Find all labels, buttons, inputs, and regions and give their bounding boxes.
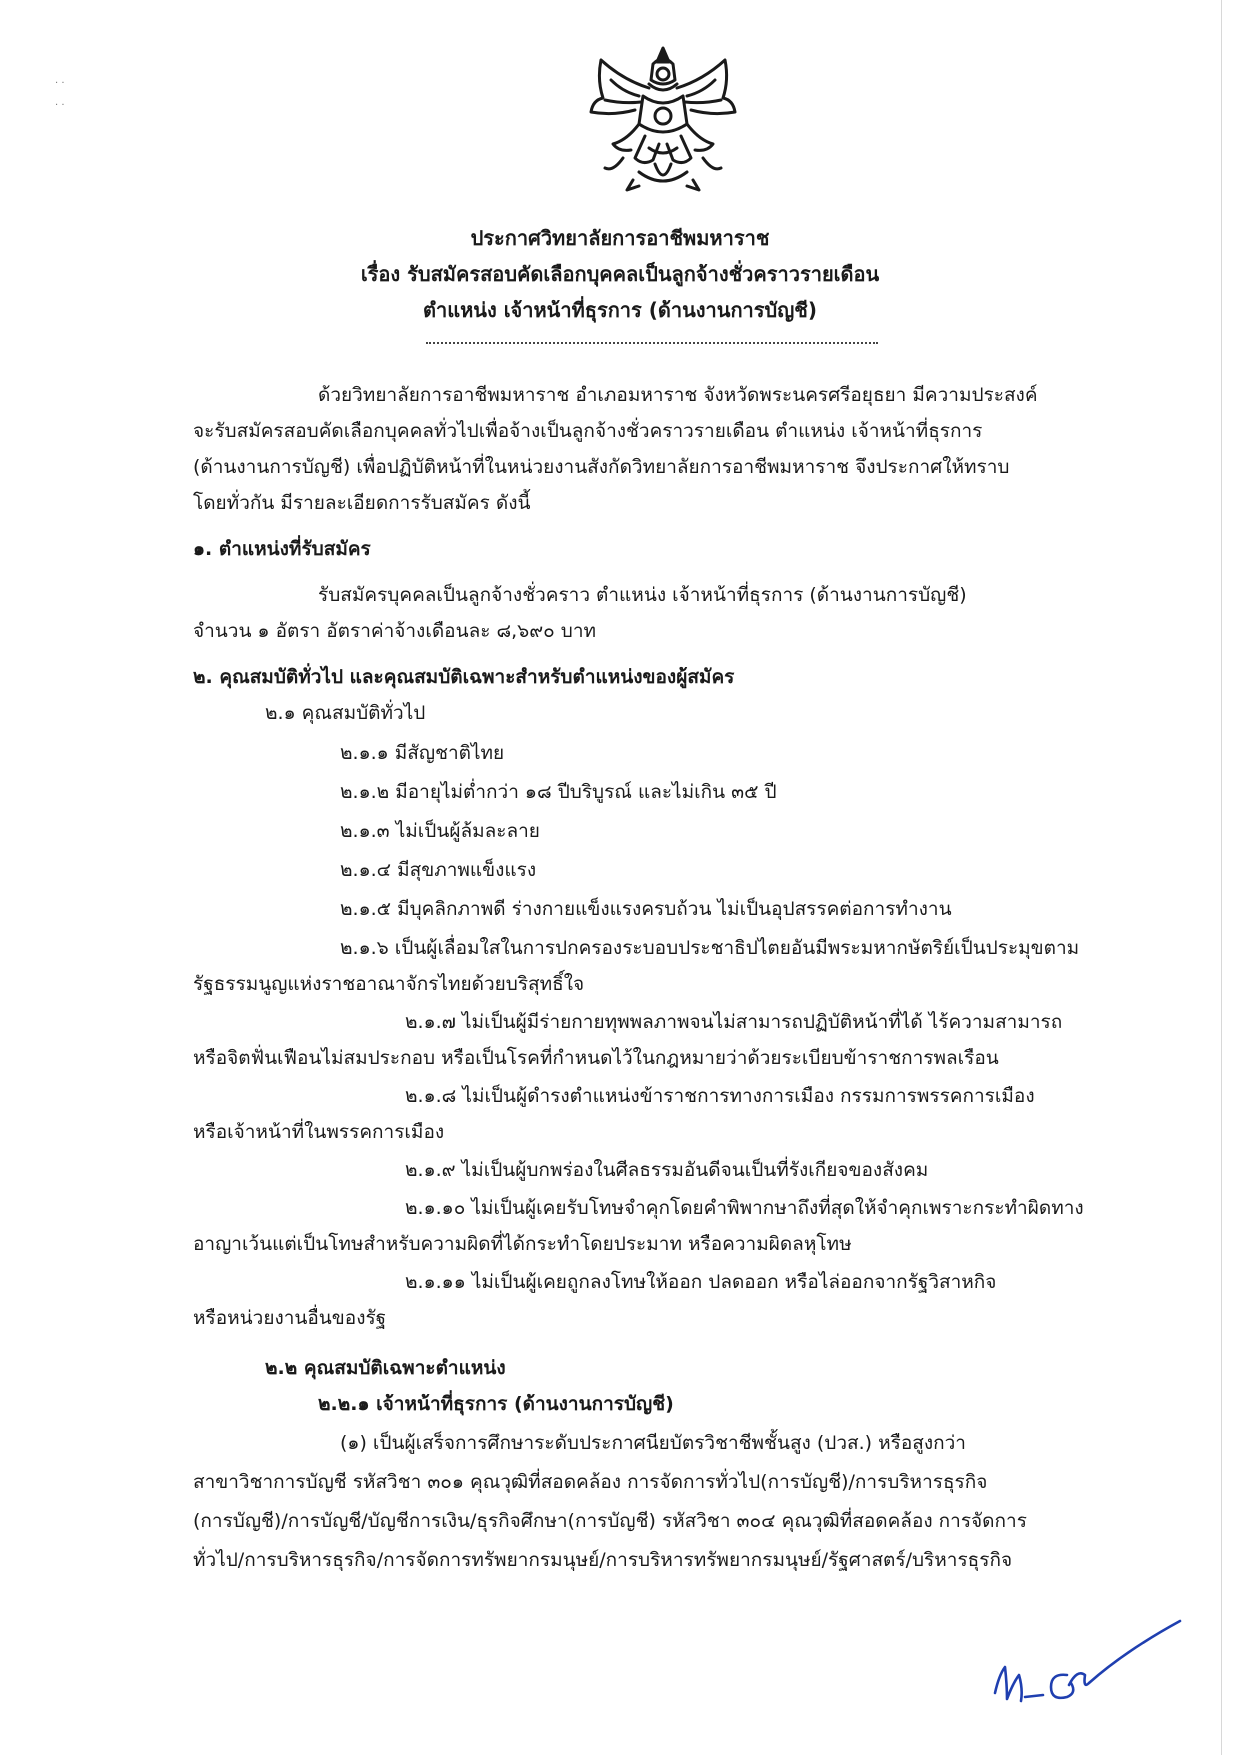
dotted-divider [426,342,878,344]
item-2-1-7-line-1: ๒.๑.๗ ไม่เป็นผู้มีร่ายกายทุพพลภาพจนไม่สามารถปฏิบัติหน้าที่ได้ ไร้ความสามารถ [405,1011,1063,1033]
item-2-1-1: ๒.๑.๑ มีสัญชาติไทย [340,742,505,764]
item-2-1-3: ๒.๑.๓ ไม่เป็นผู้ล้มละลาย [340,820,540,842]
title-line-2: เรื่อง รับสมัครสอบคัดเลือกบุคคลเป็นลูกจ้างชั่วคราวรายเดือน [360,262,880,286]
section-2-heading: ๒. คุณสมบัติทั่วไป และคุณสมบัติเฉพาะสำหรับตำแหน่งของผู้สมัคร [193,666,735,688]
item-2-1-8-line-2: หรือเจ้าหน้าที่ในพรรคการเมือง [193,1121,445,1143]
section-1-line-1: รับสมัครบุคคลเป็นลูกจ้างชั่วคราว ตำแหน่ง เจ้าหน้าที่ธุรการ (ด้านงานการบัญชี) [318,584,967,606]
title-line-1: ประกาศวิทยาลัยการอาชีพมหาราช [470,226,770,250]
subsection-2-1: ๒.๑ คุณสมบัติทั่วไป [265,702,426,724]
item-2-1-2: ๒.๑.๒ มีอายุไม่ต่ำกว่า ๑๘ ปีบริบูรณ์ และไม่เกิน ๓๕ ปี [340,781,777,803]
announcement-title [0,220,1240,328]
intro-line-2: จะรับสมัครสอบคัดเลือกบุคคลทั่วไปเพื่อจ้างเป็นลูกจ้างชั่วคราวรายเดือน ตำแหน่ง เจ้าหน้าที่ธุรการ [193,420,983,442]
section-1-heading: ๑. ตำแหน่งที่รับสมัคร [193,538,371,560]
intro-line-3: (ด้านงานการบัญชี) เพื่อปฏิบัติหน้าที่ในหน่วยงานสังกัดวิทยาลัยการอาชีพมหาราช จึงประกาศให้ทราบ [193,456,1010,478]
item-2-1-6-line-1: ๒.๑.๖ เป็นผู้เลื่อมใสในการปกครองระบอบประชาธิปไตยอันมีพระมหากษัตริย์เป็นประมุขตาม [340,937,1080,959]
scan-specks: · · · · [55,78,65,111]
item-2-1-10-line-1: ๒.๑.๑๐ ไม่เป็นผู้เคยรับโทษจำคุกโดยคำพิพากษาถึงที่สุดให้จำคุกเพราะกระทำผิดทาง [405,1197,1084,1219]
intro-line-1: ด้วยวิทยาลัยการอาชีพมหาราช อำเภอมหาราช จังหวัดพระนครศรีอยุธยา มีความประสงค์ [318,384,1038,406]
item-2-1-7-line-2: หรือจิตฟั่นเฟือนไม่สมประกอบ หรือเป็นโรคที่กำหนดไว้ในกฎหมายว่าด้วยระเบียบข้าราชการพลเรือน [193,1047,999,1069]
item-2-1-5: ๒.๑.๕ มีบุคลิกภาพดี ร่างกายแข็งแรงครบถ้วน ไม่เป็นอุปสรรคต่อการทำงาน [340,898,952,920]
qualification-line-4: ทั่วไป/การบริหารธุรกิจ/การจัดการทรัพยากรมนุษย์/การบริหารทรัพยากรมนุษย์/รัฐศาสตร์/บริหารธุรกิจ [193,1549,1013,1571]
item-2-1-8-line-1: ๒.๑.๘ ไม่เป็นผู้ดำรงตำแหน่งข้าราชการทางการเมือง กรรมการพรรคการเมือง [405,1085,1035,1107]
item-2-1-6-line-2: รัฐธรรมนูญแห่งราชอาณาจักรไทยด้วยบริสุทธิ์ใจ [193,973,585,995]
item-2-1-4: ๒.๑.๔ มีสุขภาพแข็งแรง [340,859,537,881]
intro-line-4: โดยทั่วกัน มีรายละเอียดการรับสมัคร ดังนี้ [193,492,531,514]
item-2-1-10-line-2: อาญาเว้นแต่เป็นโทษสำหรับความผิดที่ได้กระทำโดยประมาท หรือความผิดลหุโทษ [193,1233,852,1255]
subsection-2-2-1: ๒.๒.๑ เจ้าหน้าที่ธุรการ (ด้านงานการบัญชี) [318,1393,674,1415]
qualification-line-1: (๑) เป็นผู้เสร็จการศึกษาระดับประกาศนียบัตรวิชาชีพชั้นสูง (ปวส.) หรือสูงกว่า [340,1432,966,1454]
item-2-1-11-line-2: หรือหน่วยงานอื่นของรัฐ [193,1307,387,1329]
qualification-line-2: สาขาวิชาการบัญชี รหัสวิชา ๓๐๑ คุณวุฒิที่สอดคล้อง การจัดการทั่วไป(การบัญชี)/การบริหารธุรกิจ [193,1471,988,1493]
section-1-line-2: จำนวน ๑ อัตรา อัตราค่าจ้างเดือนละ ๘,๖๙๐ บาท [193,620,597,642]
qualification-line-3: (การบัญชี)/การบัญชี/บัญชีการเงิน/ธุรกิจศึกษา(การบัญชี) รหัสวิชา ๓๐๔ คุณวุฒิที่สอดคล้อง การจัดการ [193,1510,1027,1532]
garuda-emblem-icon [583,40,743,195]
item-2-1-11-line-1: ๒.๑.๑๑ ไม่เป็นผู้เคยถูกลงโทษให้ออก ปลดออก หรือไล่ออกจากรัฐวิสาหกิจ [405,1271,997,1293]
handwritten-signature-icon [985,1605,1185,1715]
subsection-2-2: ๒.๒ คุณสมบัติเฉพาะตำแหน่ง [265,1357,506,1379]
title-line-3: ตำแหน่ง เจ้าหน้าที่ธุรการ (ด้านงานการบัญชี) [423,298,817,322]
item-2-1-9: ๒.๑.๙ ไม่เป็นผู้บกพร่องในศีลธรรมอันดีจนเป็นที่รังเกียจของสังคม [405,1159,929,1181]
